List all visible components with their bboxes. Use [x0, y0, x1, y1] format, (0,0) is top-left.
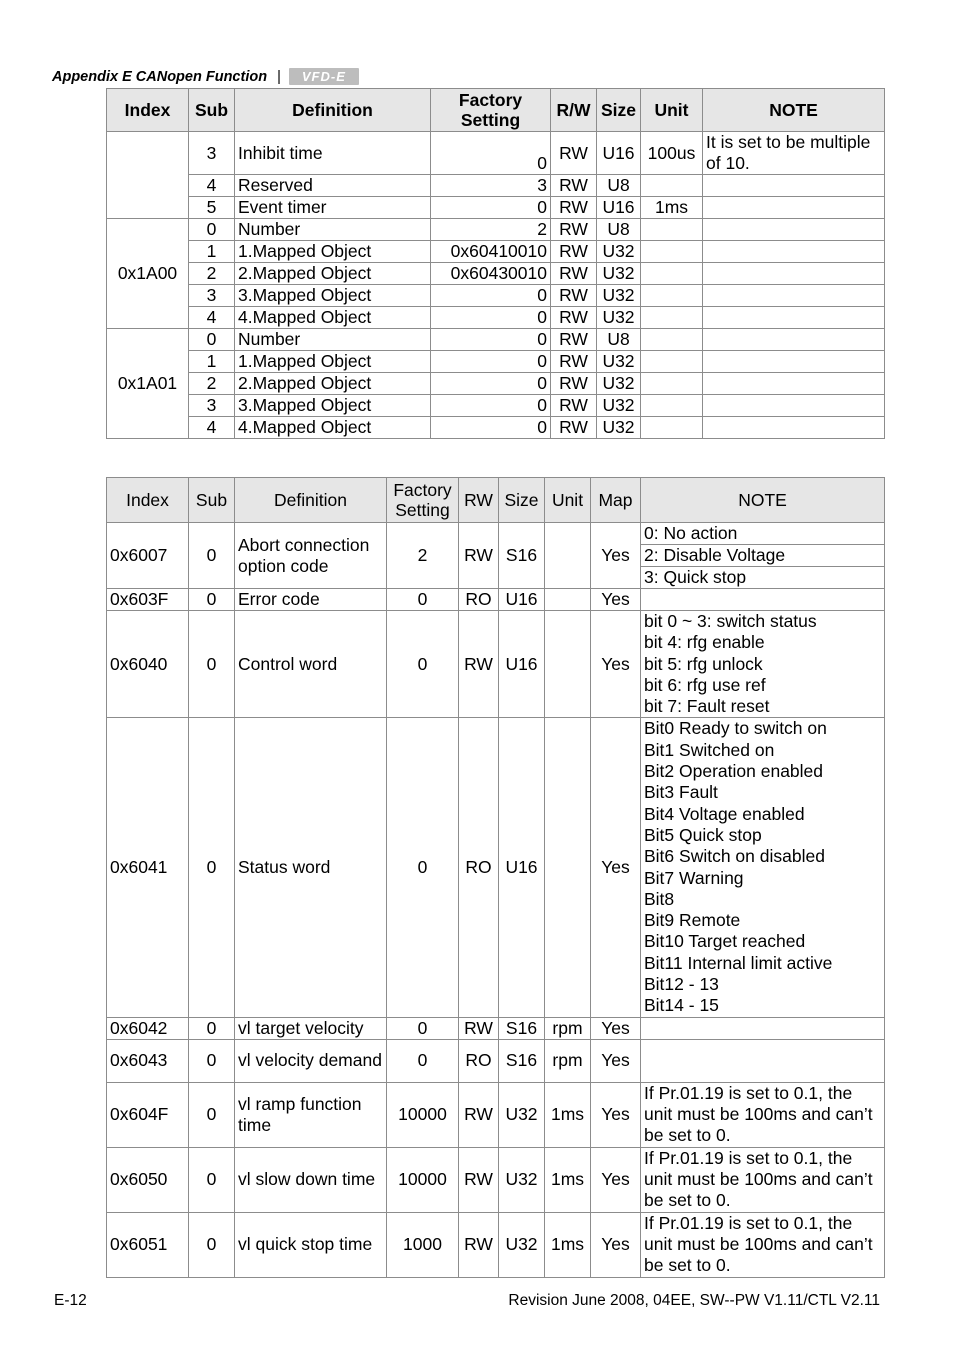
factory-setting-cell: 2	[431, 219, 551, 241]
table-row	[107, 395, 885, 417]
size-cell: U32	[597, 285, 641, 307]
definition-cell: Number	[235, 329, 431, 351]
sub-cell: 2	[189, 263, 235, 285]
col-header-rw: RW	[459, 478, 499, 523]
section-title: Appendix E CANopen Function	[52, 68, 268, 85]
vfd-e-logo: VFD-E	[289, 68, 359, 85]
sub-cell: 0	[189, 1017, 235, 1039]
table-row	[107, 373, 885, 395]
size-cell: U32	[597, 417, 641, 439]
sub-cell: 0	[189, 1212, 235, 1277]
rw-cell: RW	[551, 373, 597, 395]
factory-setting-cell: 10000	[387, 1082, 459, 1147]
definition-cell: 2.Mapped Object	[235, 373, 431, 395]
map-cell: Yes	[591, 1147, 641, 1212]
table-row	[107, 1082, 885, 1147]
col-header-unit: Unit	[641, 89, 703, 132]
factory-setting-cell: 0	[387, 611, 459, 718]
index-cell: 0x1A00	[107, 219, 189, 329]
size-cell: U8	[597, 175, 641, 197]
table-row	[107, 263, 885, 285]
col-header-definition: Definition	[235, 478, 387, 523]
definition-cell: 3.Mapped Object	[235, 285, 431, 307]
size-cell: U32	[597, 395, 641, 417]
rw-cell: RW	[551, 307, 597, 329]
table-row	[107, 307, 885, 329]
unit-cell	[641, 307, 703, 329]
rw-cell: RW	[551, 219, 597, 241]
col-header-definition: Definition	[235, 89, 431, 132]
drive-profile-table	[106, 477, 885, 1278]
sub-cell: 0	[189, 718, 235, 1017]
size-cell: U16	[597, 197, 641, 219]
sub-cell: 4	[189, 175, 235, 197]
rw-cell: RW	[551, 329, 597, 351]
definition-cell: Reserved	[235, 175, 431, 197]
note-cell	[641, 1017, 885, 1039]
table-row	[107, 1039, 885, 1082]
table-row	[107, 611, 885, 718]
sub-cell: 0	[189, 1082, 235, 1147]
definition-cell: vl velocity demand	[235, 1039, 387, 1082]
factory-setting-cell: 0x60410010	[431, 241, 551, 263]
note-line: Bit1 Switched on	[644, 739, 775, 760]
definition-cell: vl quick stop time	[235, 1212, 387, 1277]
table-row	[107, 589, 885, 611]
rw-cell: RW	[551, 351, 597, 373]
note-cell	[703, 285, 885, 307]
rw-cell: RW	[459, 611, 499, 718]
note-line: bit 7: Fault reset	[644, 696, 770, 717]
size-cell: U16	[499, 718, 545, 1017]
size-cell: S16	[499, 523, 545, 589]
definition-cell: 2.Mapped Object	[235, 263, 431, 285]
definition-cell: Abort connection option code	[235, 523, 387, 589]
factory-setting-cell: 1000	[387, 1212, 459, 1277]
factory-setting-cell: 0	[387, 1039, 459, 1082]
note-line: Bit3 Fault	[644, 782, 718, 803]
unit-cell	[641, 351, 703, 373]
sub-cell: 0	[189, 1147, 235, 1212]
rw-cell: RW	[551, 417, 597, 439]
col-header-unit: Unit	[545, 478, 591, 523]
note-cell	[703, 417, 885, 439]
sub-cell: 3	[189, 395, 235, 417]
note-cell	[703, 395, 885, 417]
factory-setting-cell: 0x60430010	[431, 263, 551, 285]
rw-cell: RW	[459, 1147, 499, 1212]
table-row	[107, 241, 885, 263]
index-cell: 0x6051	[107, 1212, 189, 1277]
unit-cell: 1ms	[641, 197, 703, 219]
page-number: E-12	[54, 1292, 87, 1309]
note-cell: If Pr.01.19 is set to 0.1, the unit must be 100ms and can’t be set to 0.	[641, 1147, 885, 1212]
size-cell: U32	[597, 241, 641, 263]
table-row	[107, 523, 885, 589]
note-cell	[641, 589, 885, 611]
unit-cell	[641, 395, 703, 417]
col-header-note: NOTE	[641, 478, 885, 523]
note-cell	[703, 175, 885, 197]
index-cell: 0x6042	[107, 1017, 189, 1039]
size-cell: U32	[597, 373, 641, 395]
sub-cell: 2	[189, 373, 235, 395]
col-header-sub: Sub	[189, 89, 235, 132]
definition-cell: Control word	[235, 611, 387, 718]
size-cell: U32	[499, 1212, 545, 1277]
col-header-map: Map	[591, 478, 641, 523]
unit-cell	[641, 241, 703, 263]
note-line: bit 5: rfg unlock	[644, 653, 763, 674]
index-cell: 0x6050	[107, 1147, 189, 1212]
note-line: Bit10 Target reached	[644, 931, 806, 952]
rw-cell: RW	[551, 132, 597, 175]
definition-cell: Error code	[235, 589, 387, 611]
note-cell	[703, 307, 885, 329]
map-cell: Yes	[591, 611, 641, 718]
rw-cell: RW	[551, 197, 597, 219]
size-cell: U32	[597, 263, 641, 285]
sub-cell: 0	[189, 611, 235, 718]
table-row	[107, 718, 885, 1017]
unit-cell: 1ms	[545, 1212, 591, 1277]
size-cell: S16	[499, 1039, 545, 1082]
col-header-sub: Sub	[189, 478, 235, 523]
rw-cell: RW	[459, 1017, 499, 1039]
header-separator: |	[277, 68, 281, 85]
note-line: Bit7 Warning	[644, 867, 744, 888]
rw-cell: RO	[459, 718, 499, 1017]
col-header-factory-setting: Factory Setting	[431, 89, 551, 132]
map-cell: Yes	[591, 523, 641, 589]
definition-cell: 4.Mapped Object	[235, 307, 431, 329]
col-header-index: Index	[107, 89, 189, 132]
rw-cell: RW	[551, 263, 597, 285]
definition-cell: Number	[235, 219, 431, 241]
factory-setting-cell: 10000	[387, 1147, 459, 1212]
size-cell: U16	[499, 589, 545, 611]
rw-cell: RW	[551, 241, 597, 263]
sub-cell: 3	[189, 132, 235, 175]
unit-cell: 100us	[641, 132, 703, 175]
unit-cell	[641, 175, 703, 197]
factory-setting-cell: 0	[431, 132, 551, 175]
index-cell: 0x604F	[107, 1082, 189, 1147]
factory-setting-cell: 0	[431, 197, 551, 219]
rw-cell: RW	[459, 523, 499, 589]
unit-cell	[545, 523, 591, 589]
factory-setting-cell: 0	[387, 589, 459, 611]
map-cell: Yes	[591, 589, 641, 611]
note-line: bit 6: rfg use ref	[644, 674, 766, 695]
factory-setting-cell: 0	[387, 1017, 459, 1039]
note-cell	[703, 373, 885, 395]
note-line: bit 0 ~ 3: switch status	[644, 611, 817, 631]
table-row	[107, 1147, 885, 1212]
sub-cell: 0	[189, 523, 235, 589]
col-header-rw: R/W	[551, 89, 597, 132]
table-row	[107, 1212, 885, 1277]
factory-setting-cell: 2	[387, 523, 459, 589]
unit-cell: 1ms	[545, 1082, 591, 1147]
definition-cell: 1.Mapped Object	[235, 351, 431, 373]
factory-setting-cell: 3	[431, 175, 551, 197]
map-cell: Yes	[591, 1212, 641, 1277]
index-cell: 0x6040	[107, 611, 189, 718]
index-cell	[107, 132, 189, 219]
index-cell: 0x603F	[107, 589, 189, 611]
index-cell: 0x6043	[107, 1039, 189, 1082]
unit-cell: rpm	[545, 1017, 591, 1039]
table-row	[107, 197, 885, 219]
size-cell: U32	[597, 351, 641, 373]
size-cell: U8	[597, 329, 641, 351]
unit-cell	[641, 417, 703, 439]
factory-setting-cell: 0	[431, 395, 551, 417]
sub-cell: 4	[189, 307, 235, 329]
definition-cell: 4.Mapped Object	[235, 417, 431, 439]
table-row	[107, 175, 885, 197]
unit-cell: 1ms	[545, 1147, 591, 1212]
map-cell: Yes	[591, 718, 641, 1017]
note-line: Bit4 Voltage enabled	[644, 803, 805, 824]
sub-cell: 0	[189, 1039, 235, 1082]
size-cell: U16	[597, 132, 641, 175]
sub-cell: 0	[189, 219, 235, 241]
unit-cell	[641, 285, 703, 307]
note-cell	[703, 219, 885, 241]
note-line: Bit6 Switch on disabled	[644, 846, 825, 867]
definition-cell: 3.Mapped Object	[235, 395, 431, 417]
index-cell: 0x1A01	[107, 329, 189, 439]
definition-cell: Status word	[235, 718, 387, 1017]
table-row	[107, 351, 885, 373]
unit-cell	[641, 373, 703, 395]
unit-cell	[641, 263, 703, 285]
unit-cell	[545, 718, 591, 1017]
definition-cell: vl target velocity	[235, 1017, 387, 1039]
rw-cell: RO	[459, 1039, 499, 1082]
note-line: Bit2 Operation enabled	[644, 761, 824, 782]
map-cell: Yes	[591, 1039, 641, 1082]
table-header-row	[107, 89, 885, 132]
unit-cell	[641, 219, 703, 241]
definition-cell: Inhibit time	[235, 132, 431, 175]
note-line: Bit5 Quick stop	[644, 824, 762, 845]
factory-setting-cell: 0	[431, 285, 551, 307]
sub-cell: 4	[189, 417, 235, 439]
note-cell	[641, 1039, 885, 1082]
table-header-row	[107, 478, 885, 523]
definition-cell: 1.Mapped Object	[235, 241, 431, 263]
factory-setting-cell: 0	[431, 351, 551, 373]
sub-cell: 1	[189, 351, 235, 373]
factory-setting-cell: 0	[431, 373, 551, 395]
rw-cell: RW	[551, 175, 597, 197]
note-cell	[703, 351, 885, 373]
note-line: Bit11 Internal limit active	[644, 952, 833, 973]
factory-setting-cell: 0	[431, 329, 551, 351]
rw-cell: RW	[459, 1212, 499, 1277]
size-cell: U32	[597, 307, 641, 329]
factory-setting-cell: 0	[431, 417, 551, 439]
note-line: 2: Disable Voltage	[641, 545, 884, 567]
rw-cell: RW	[551, 395, 597, 417]
table-row	[107, 329, 885, 351]
rw-cell: RO	[459, 589, 499, 611]
revision-info: Revision June 2008, 04EE, SW--PW V1.11/CTL V2.11	[508, 1292, 880, 1309]
note-line: Bit14 - 15	[644, 995, 719, 1016]
note-line: bit 4: rfg enable	[644, 632, 765, 653]
unit-cell	[545, 589, 591, 611]
table-row	[107, 219, 885, 241]
note-line: Bit9 Remote	[644, 910, 741, 931]
col-header-size: Size	[597, 89, 641, 132]
size-cell: U8	[597, 219, 641, 241]
map-cell: Yes	[591, 1082, 641, 1147]
note-line: Bit0 Ready to switch on	[644, 718, 827, 739]
size-cell: S16	[499, 1017, 545, 1039]
sub-cell: 3	[189, 285, 235, 307]
note-cell	[641, 611, 885, 718]
size-cell: U32	[499, 1082, 545, 1147]
factory-setting-cell: 0	[387, 718, 459, 1017]
size-cell: U16	[499, 611, 545, 718]
unit-cell: rpm	[545, 1039, 591, 1082]
table-row	[107, 132, 885, 175]
note-cell	[703, 263, 885, 285]
map-cell: Yes	[591, 1017, 641, 1039]
index-cell: 0x6041	[107, 718, 189, 1017]
note-cell: If Pr.01.19 is set to 0.1, the unit must be 100ms and can’t be set to 0.	[641, 1082, 885, 1147]
note-cell	[703, 197, 885, 219]
note-cell	[703, 241, 885, 263]
note-line: Bit8	[644, 888, 675, 909]
rw-cell: RW	[459, 1082, 499, 1147]
note-cell	[641, 523, 885, 589]
definition-cell: Event timer	[235, 197, 431, 219]
rw-cell: RW	[551, 285, 597, 307]
pdo-mapping-table	[106, 88, 885, 439]
col-header-factory-setting: Factory Setting	[387, 478, 459, 523]
table-row	[107, 285, 885, 307]
unit-cell	[641, 329, 703, 351]
definition-cell: vl ramp function time	[235, 1082, 387, 1147]
sub-cell: 1	[189, 241, 235, 263]
note-line: Bit12 - 13	[644, 974, 719, 995]
col-header-size: Size	[499, 478, 545, 523]
sub-cell: 0	[189, 329, 235, 351]
note-cell	[641, 718, 885, 1017]
table-row	[107, 1017, 885, 1039]
unit-cell	[545, 611, 591, 718]
note-cell: If Pr.01.19 is set to 0.1, the unit must be 100ms and can’t be set to 0.	[641, 1212, 885, 1277]
note-cell: It is set to be multiple of 10.	[703, 132, 885, 175]
page-header	[52, 68, 359, 85]
col-header-index: Index	[107, 478, 189, 523]
note-cell	[703, 329, 885, 351]
index-cell: 0x6007	[107, 523, 189, 589]
sub-cell: 5	[189, 197, 235, 219]
col-header-note: NOTE	[703, 89, 885, 132]
size-cell: U32	[499, 1147, 545, 1212]
table-row	[107, 417, 885, 439]
definition-cell: vl slow down time	[235, 1147, 387, 1212]
note-line: 3: Quick stop	[644, 567, 747, 587]
note-line: 0: No action	[641, 523, 884, 545]
factory-setting-cell: 0	[431, 307, 551, 329]
sub-cell: 0	[189, 589, 235, 611]
